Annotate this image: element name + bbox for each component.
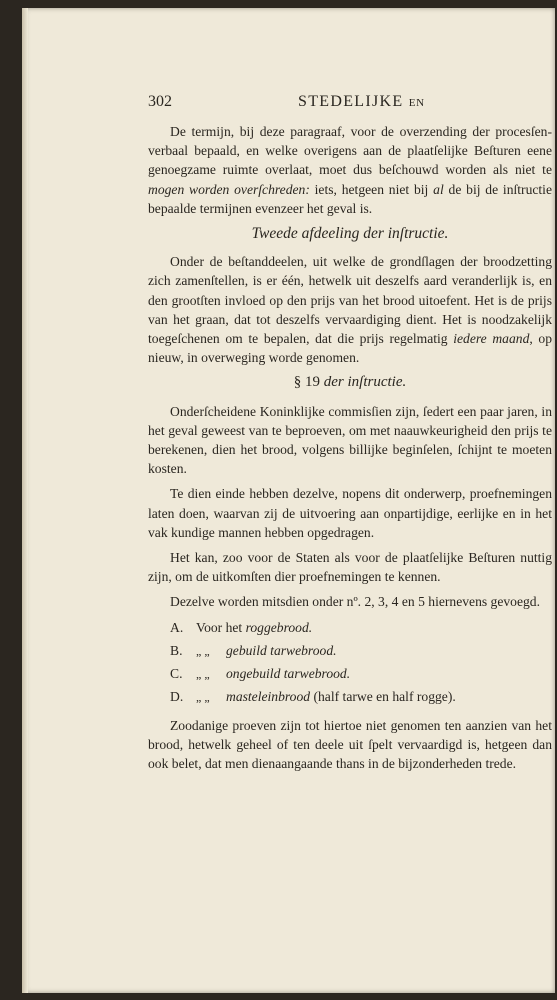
list-letter: A. (170, 619, 184, 635)
list-item (148, 664, 552, 687)
list-text (226, 687, 456, 706)
paragraph-1: De termijn, bij deze paragraaf, voor de overzending der procesſen-verbaal bepaald, en welke overigens aan de plaatſelijke Beſturen eene genoegzame ruimte overlaat, moet dus beſchouwd worden als niet te mogen worden overſchreden: iets, hetgeen niet bij al de bij de inſtructie bepaalde termijnen evenzeer het geval is. (148, 124, 552, 216)
running-title-main: STEDELIJKE (298, 93, 404, 110)
paragraph-7: Zoodanige proeven zijn tot hiertoe niet genomen ten aanzien van het brood, hetwelk geheel of ten deele uit ſpelt vervaardigd is, hetgeen dan ook belet, dat men dienaangaande thans in de bijzonderheden trede. (148, 717, 552, 772)
list-italic: roggebrood. (245, 619, 313, 635)
ditto-marks: „ „ (196, 666, 210, 681)
paragraph-3: Onderſcheidene Koninklijke commisſien zijn, ſedert een paar jaren, in het geval geweest van te beproeven, om met naauwkeurigheid den prijs te berekenen, dien het brood, volgens billijke beginſelen, ſchijnt te moeten kosten. (148, 403, 552, 477)
page-number: 302 (148, 93, 172, 110)
book-page (22, 8, 555, 993)
paragraph-2: Onder de beſtanddeelen, uit welke de grondſlagen der broodzetting zich zamenſtellen, is er één, hetwelk uit deszelfs aard veranderlijk is, en den grootſten invloed op den prijs van het brood uitoefent. Het is de prijs van het graan, dat tot deszelfs vervaardiging dient. Het is noodzakelijk toegeſchenen om te bepalen, dat die prijs regelmatig iedere maand, op nieuw, in overweging worde genomen. (148, 254, 553, 366)
list-text (226, 641, 337, 660)
list-item (148, 641, 552, 664)
page-gutter-shadow (22, 8, 28, 993)
running-title-suffix: EN (408, 97, 425, 109)
list-rest: (half tarwe en half rogge). (310, 688, 456, 704)
list-plain: Voor het (196, 619, 246, 635)
ditto-marks: „ „ (196, 689, 210, 704)
list-text (196, 618, 312, 637)
list-item (148, 618, 552, 641)
list-text (226, 664, 350, 683)
list-letter: B. (170, 642, 183, 658)
list-italic: gebuild tarwebrood. (226, 642, 337, 658)
text-block (148, 92, 552, 779)
paragraph-4: Te dien einde hebben dezelve, nopens dit onderwerp, proefnemingen laten doen, waarvan zij de uitvoering aan onpartijdige, eerlijke en in het vak kundige mannen hebben opgedragen. (148, 486, 552, 540)
list-italic: masteleinbrood (226, 688, 311, 704)
list-letter: C. (170, 665, 183, 681)
list-item (148, 687, 552, 710)
paragraph-6: Dezelve worden mitsdien onder nº. 2, 3, 4 en 5 hiernevens gevoegd. (170, 594, 541, 610)
section-title: der inſtructie. (323, 374, 407, 391)
running-head (148, 92, 552, 118)
bread-type-list (148, 618, 552, 710)
subheading-section-19 (148, 373, 552, 392)
subheading-tweede-afdeeling: Tweede afdeeling der inſtructie. (251, 225, 449, 243)
paragraph-5: Het kan, zoo voor de Staten als voor de plaatſelijke Beſturen nuttig zijn, om de uitkomſten dier proefnemingen te kennen. (148, 550, 552, 585)
list-letter: D. (170, 688, 184, 704)
section-number: § 19 (293, 374, 320, 391)
running-title (298, 92, 425, 113)
list-italic: ongebuild tarwebrood. (226, 665, 351, 681)
ditto-marks: „ „ (196, 643, 210, 658)
